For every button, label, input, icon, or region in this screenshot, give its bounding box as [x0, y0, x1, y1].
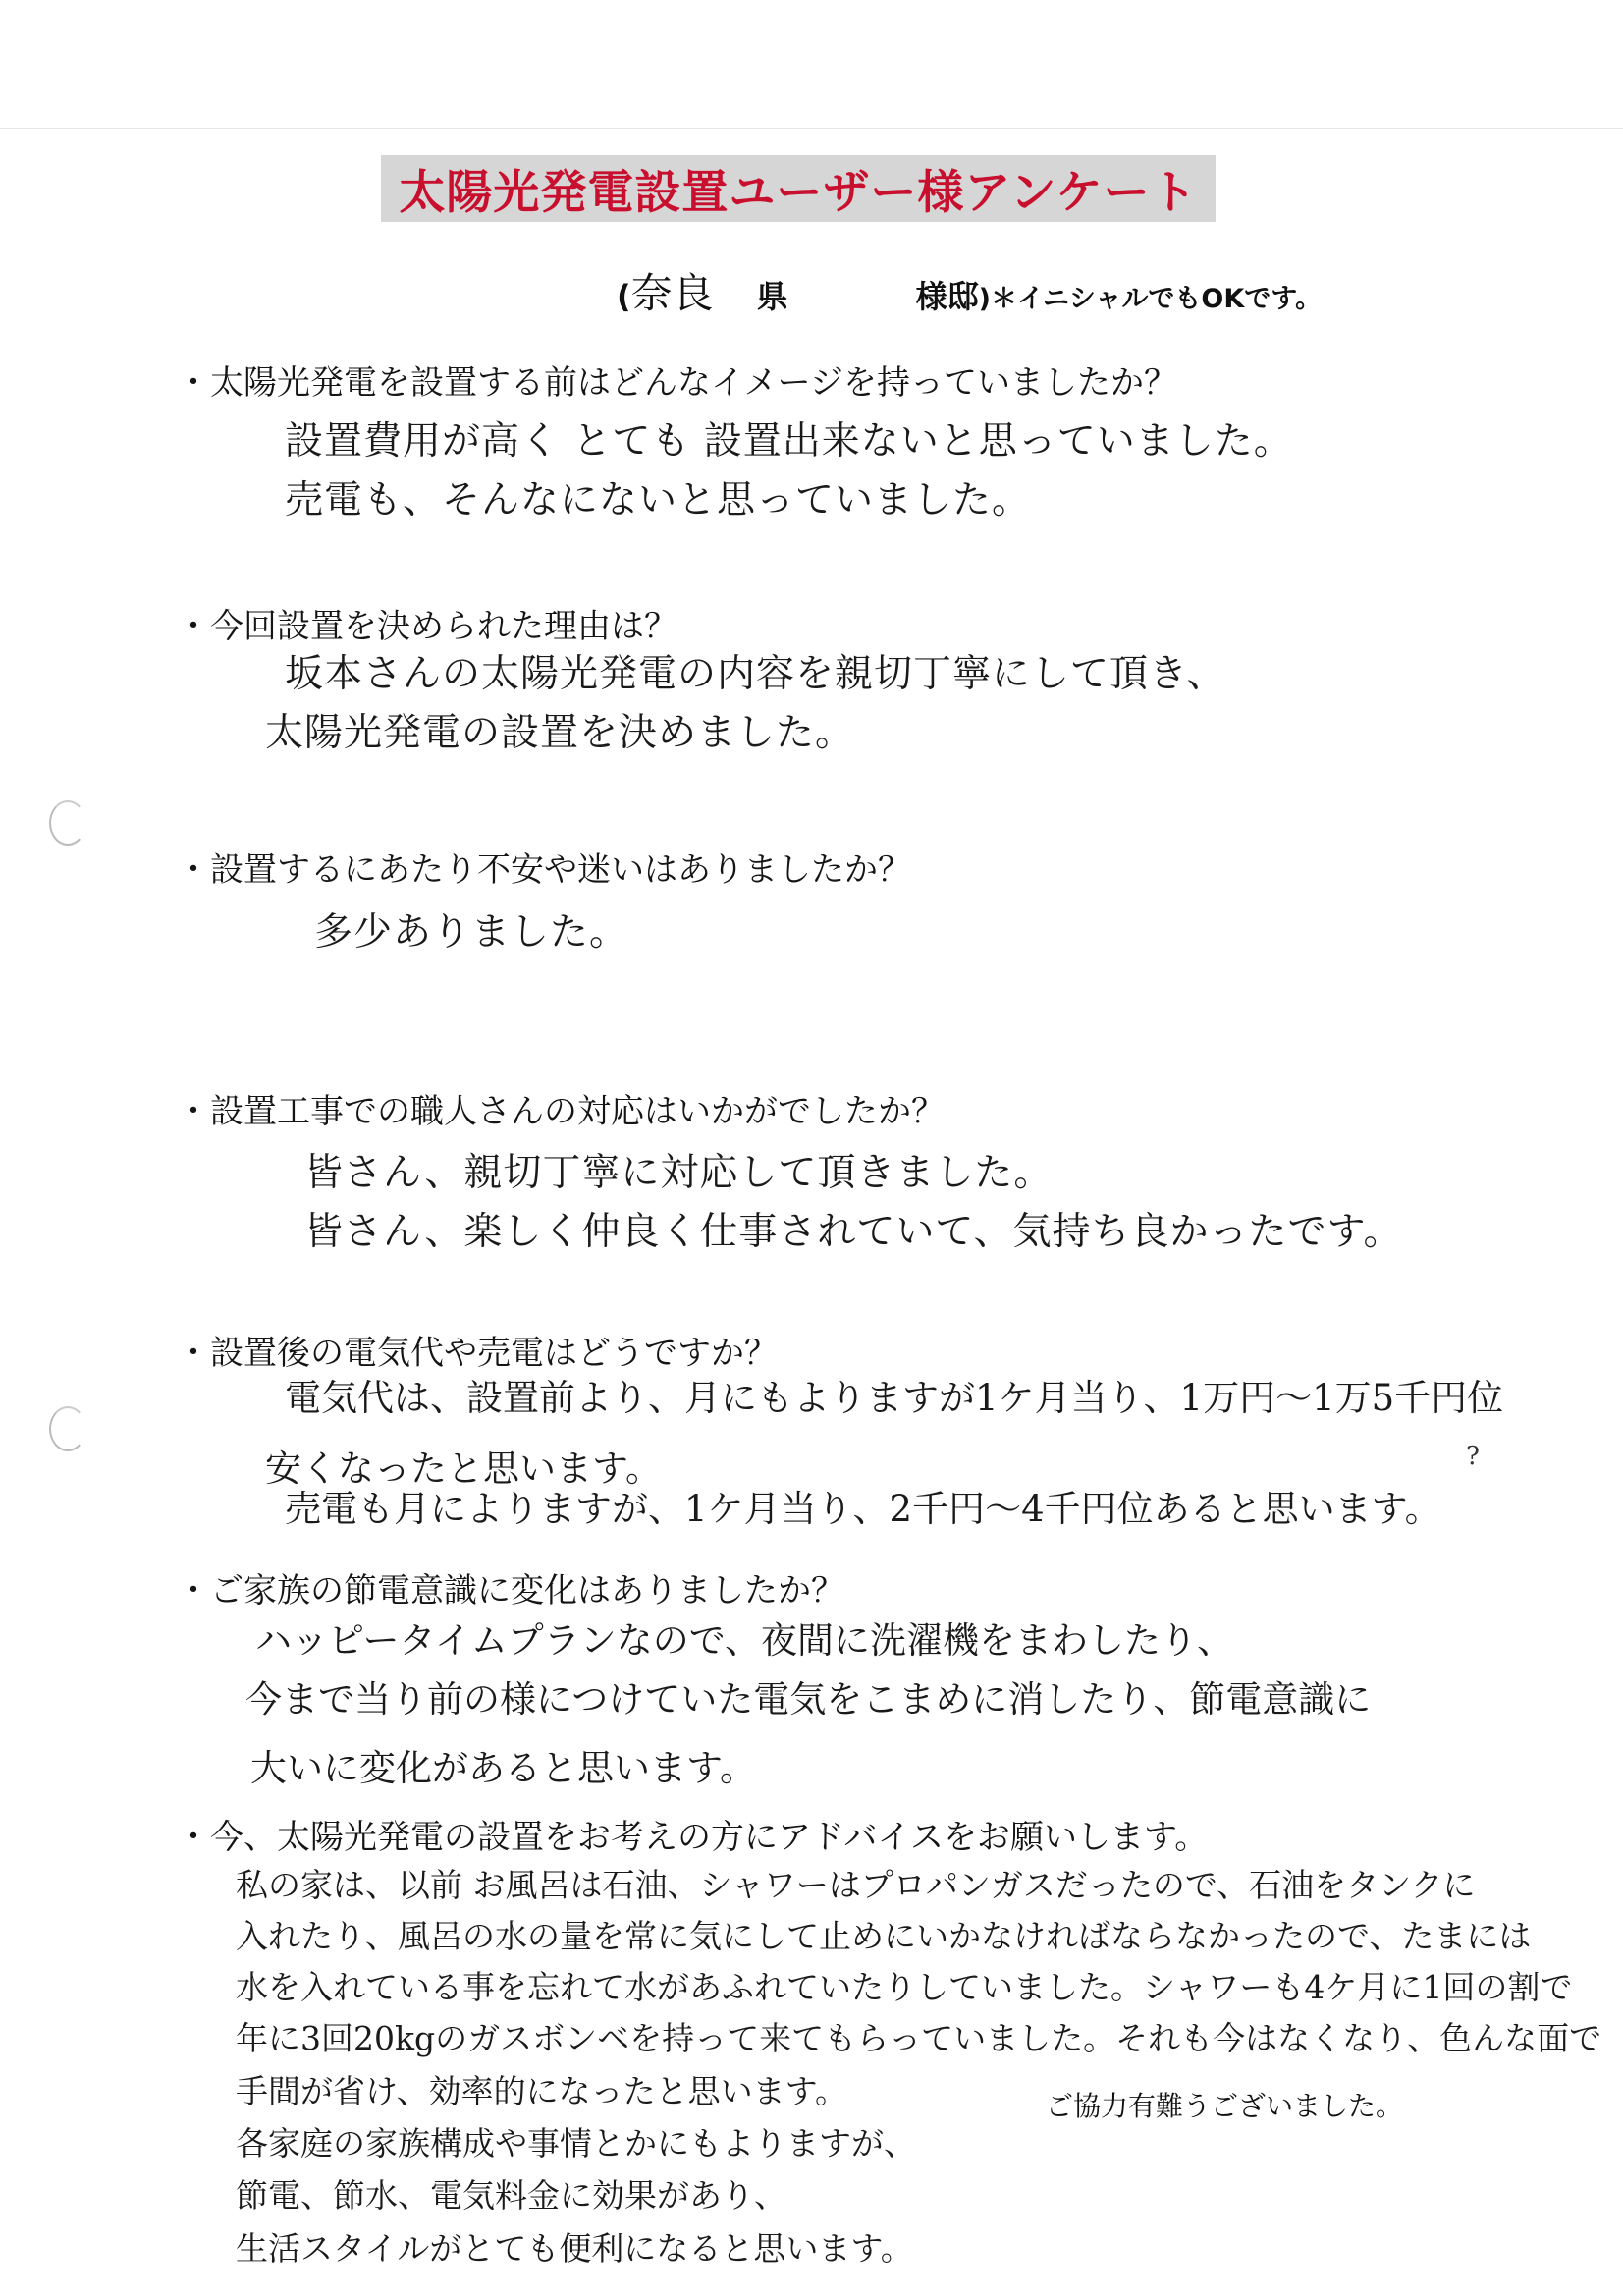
title-banner — [381, 155, 1216, 222]
stray-question-mark: ? — [1466, 1442, 1480, 1471]
answer-7-line-7: 節電、節水、電気料金に効果があり、 — [236, 2176, 786, 2214]
answer-5-line-1: 電気代は、設置前より、月にもよりますが1ケ月当り、1万円〜1万5千円位 — [285, 1377, 1504, 1419]
answer-6-line-1: ハッピータイムプランなので、夜間に洗濯機をまわしたり、 — [255, 1619, 1234, 1662]
question-7: ・今、太陽光発電の設置をお考えの方にアドバイスをお願いします。 — [177, 1818, 1209, 1857]
prefecture-suffix: 県 — [756, 278, 788, 315]
open-paren: ( — [617, 278, 631, 315]
answer-4-line-1: 皆さん、親切丁寧に対応して頂きました。 — [304, 1151, 1054, 1195]
answer-7-line-1: 私の家は、以前 お風呂は石油、シャワーはプロパンガスだったので、石油をタンクに — [236, 1866, 1476, 1904]
question-1: ・太陽光発電を設置する前はどんなイメージを持っていましたか？ — [177, 363, 1177, 403]
answer-1-line-2: 売電も、そんなにないと思っていました。 — [285, 478, 1032, 522]
answer-7-line-5: 手間が省け、効率的になったと思います。 — [236, 2072, 848, 2110]
answer-7-line-6: 各家庭の家族構成や事情とかにもよりますが、 — [236, 2124, 916, 2162]
answer-4-line-2: 皆さん、楽しく仲良く仕事されていて、気持ち良かったです。 — [304, 1210, 1403, 1254]
question-3: ・設置するにあたり不安や迷いはありましたか？ — [177, 850, 911, 890]
initials-note: )＊イニシャルでもOKです。 — [978, 284, 1323, 314]
scan-page-edge — [0, 128, 1623, 129]
answer-6-line-2: 今まで当り前の様につけていた電気をこまめに消したり、節電意識に — [245, 1678, 1372, 1721]
answer-7-line-4: 年に3回20kgのガスボンベを持って来てもらっていました。それも今はなくなり、色んな面で — [236, 2019, 1602, 2057]
household-suffix: 様邸 — [915, 278, 979, 315]
answer-7-line-8: 生活スタイルがとても便利になると思います。 — [236, 2229, 913, 2268]
punch-hole-lower — [49, 1406, 86, 1451]
punch-hole-upper — [49, 800, 86, 846]
answer-5-line-3: 売電も月によりますが、1ケ月当り、2千円〜4千円位あると思います。 — [285, 1488, 1441, 1530]
answer-2-line-2: 太陽光発電の設置を決めました。 — [265, 711, 855, 755]
answer-5-line-2: 安くなったと思います。 — [265, 1448, 663, 1490]
question-6: ・ご家族の節電意識に変化はありましたか？ — [177, 1571, 844, 1611]
respondent-name-line — [617, 261, 1322, 320]
question-5: ・設置後の電気代や売電はどうですか？ — [177, 1334, 778, 1373]
answer-3-line-1: 多少ありました。 — [314, 910, 629, 955]
question-4: ・設置工事での職人さんの対応はいかがでしたか？ — [177, 1092, 945, 1131]
answer-6-line-3: 大いに変化があると思います。 — [250, 1747, 757, 1789]
answer-1-line-1: 設置費用が高く とても 設置出来ないと思っていました。 — [285, 419, 1293, 464]
question-2: ・今回設置を決められた理由は？ — [177, 607, 677, 646]
answer-2-line-1: 坂本さんの太陽光発電の内容を親切丁寧にして頂き、 — [285, 652, 1226, 696]
answer-7-line-2: 入れたり、風呂の水の量を常に気にして止めにいかなければならなかったので、たまには — [236, 1917, 1532, 1955]
answer-7-line-3: 水を入れている事を忘れて水があふれていたりしていました。シャワーも4ケ月に1回の割で — [236, 1968, 1573, 2006]
prefecture-handwritten: 奈良 — [630, 269, 714, 317]
thank-you-note: ご協力有難うございました。 — [1046, 2090, 1404, 2122]
survey-title: 太陽光発電設置ユーザー様アンケート — [399, 165, 1198, 220]
